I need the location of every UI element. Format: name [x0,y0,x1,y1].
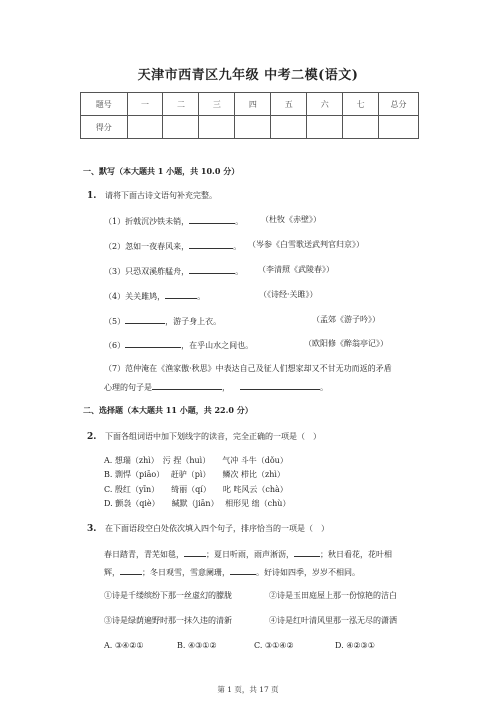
score-cell [199,116,235,139]
option-b[interactable]: B. ④③①② [177,641,217,650]
poem-source: （《诗经·关雎》） [259,290,318,299]
poem-item-5 [104,314,380,327]
question-2 [87,431,321,443]
poem-item-7-line-2 [104,380,328,393]
page-title: 天津市西青区九年级 中考二模(语文) [137,68,359,83]
question-number: 1. [87,191,97,201]
question-number: 3. [87,524,97,534]
sentence-choice: ①诗是千缕缤纷下那一丝虚幻的朦胧 [104,591,232,600]
question-3 [87,523,329,535]
score-cell [271,116,307,139]
score-cell [379,116,419,139]
sentence-choices-row-1 [104,590,397,601]
poem-item-pre: 心理的句子是 [104,383,152,392]
fill-blank[interactable] [184,547,206,557]
section-heading-2: 二、选择题（本大题共 11 小题，共 22.0 分） [83,405,253,415]
question-1 [87,190,217,202]
page-footer: 第 1 页，共 17 页 [217,685,279,694]
score-cell [343,116,379,139]
fill-blank[interactable] [152,380,222,390]
option-d[interactable]: D. 颤袅（qiè） 缄默（jiān） 相形见 绌（chù） [104,499,291,508]
poem-item-post: 。 [233,242,242,251]
poem-item-7-line-1: （7）范仲淹在《渔家傲·秋思》中表达自己及征人们想家却又不甘无功而返的矛盾 [104,364,392,373]
question-text: 下面各组词语中加下划线字的读音，完全正确的一项是（ ） [104,432,321,441]
fill-blank[interactable] [189,264,235,274]
fill-blank[interactable] [125,338,181,348]
score-cell [127,116,163,139]
score-cell [307,116,343,139]
score-table-header-row [81,93,419,116]
poem-item-post: 。 [197,292,206,301]
passage-text: 春日踏青，青芜如毯， [104,550,184,559]
poem-item-pre: （6） [104,341,126,350]
score-header-cell: 六 [307,93,343,116]
option-a[interactable]: A. 想瑞（zhì） 污 捏（huì） 气冲 斗牛（dǒu） [104,456,288,465]
score-header-cell: 五 [271,93,307,116]
passage-text: 。好诗如四季，岁岁不相同。 [256,568,360,577]
poem-item-4 [104,289,318,302]
passage-text: ；冬日观雪，雪意阑珊， [142,568,230,577]
poem-item-post: ，游子身上衣。 [165,317,222,326]
poem-source: （杜牧《赤壁》） [261,215,321,224]
poem-item-pre: （4）关关雎鸠， [104,292,166,301]
option-d[interactable]: D. ④②③① [335,641,375,650]
option-c[interactable]: C. ③①④② [254,641,294,650]
poem-item-6 [104,338,388,351]
passage-line-1 [104,547,392,560]
option-a[interactable]: A. ③④②① [104,641,144,650]
score-header-cell: 一 [127,93,163,116]
sentence-choices-row-2 [104,615,397,626]
option-b[interactable]: B. 剽悍（piāo） 赶驴（pì） 鳞次 栉比（zhì） [104,470,285,479]
poem-item-2 [104,239,364,252]
score-header-cell: 二 [163,93,199,116]
score-header-cell: 四 [235,93,271,116]
passage-text: ；夏日听雨，雨声淅沥， [206,550,294,559]
sentence-choice: ③诗是绿荫遍野时那一抹久违的清新 [104,616,232,625]
poem-item-post: 。 [235,217,244,226]
poem-item-post: ，在乎山水之间也。 [181,341,254,350]
poem-source: （欧阳修《醉翁亭记》） [304,339,388,348]
poem-item-mid: ， [222,383,230,392]
poem-item-3 [104,264,334,277]
fill-blank[interactable] [125,314,165,324]
score-header-cell: 三 [199,93,235,116]
score-cell [163,116,199,139]
passage-text: ；秋日看花，花叶相 [320,550,392,559]
question-text: 在下面语段空白处依次填入四个句子，排序恰当的一项是（ ） [104,524,329,533]
fill-blank[interactable] [120,565,142,575]
score-cell [235,116,271,139]
score-table-score-row [81,116,419,139]
sentence-choice: ②诗是玉田庭屋上那一份惊艳的洁白 [269,591,397,600]
score-header-cell: 总分 [379,93,419,116]
poem-source: （岑参《白雪歌送武判官归京》） [248,240,364,249]
poem-item-post: 。 [235,267,244,276]
question-number: 2. [87,432,97,442]
poem-item-pre: （1）折戟沉沙铁未销， [104,217,190,226]
fill-blank[interactable] [189,239,233,249]
fill-blank[interactable] [230,565,256,575]
score-header-cell: 题号 [81,93,128,116]
poem-item-pre: （5） [104,317,126,326]
score-header-cell: 七 [343,93,379,116]
fill-blank[interactable] [165,289,197,299]
fill-blank[interactable] [294,547,320,557]
sentence-choice: ④诗是红叶清风里那一泓无尽的潇洒 [269,616,397,625]
poem-source: （李清照《武陵春》） [258,265,334,274]
poem-source: （孟郊《游子吟》） [312,315,380,324]
poem-item-post: 。 [320,383,328,392]
passage-line-2 [104,565,360,578]
score-row-label: 得分 [81,116,128,139]
poem-item-1 [104,214,321,227]
passage-text: 辉， [104,568,120,577]
option-c[interactable]: C. 殷红（yīn） 绮丽（qí） 叱 咤风云（chà） [104,485,288,494]
fill-blank[interactable] [189,214,235,224]
fill-blank[interactable] [240,380,320,390]
poem-item-pre: （2）忽如一夜春风来， [104,242,190,251]
score-table [80,92,419,139]
poem-item-pre: （3）只恐双溪舴艋舟， [104,267,190,276]
question-text: 请将下面古诗文语句补充完整。 [104,191,217,200]
section-heading-1: 一、默写（本大题共 1 小题，共 10.0 分） [83,166,240,176]
